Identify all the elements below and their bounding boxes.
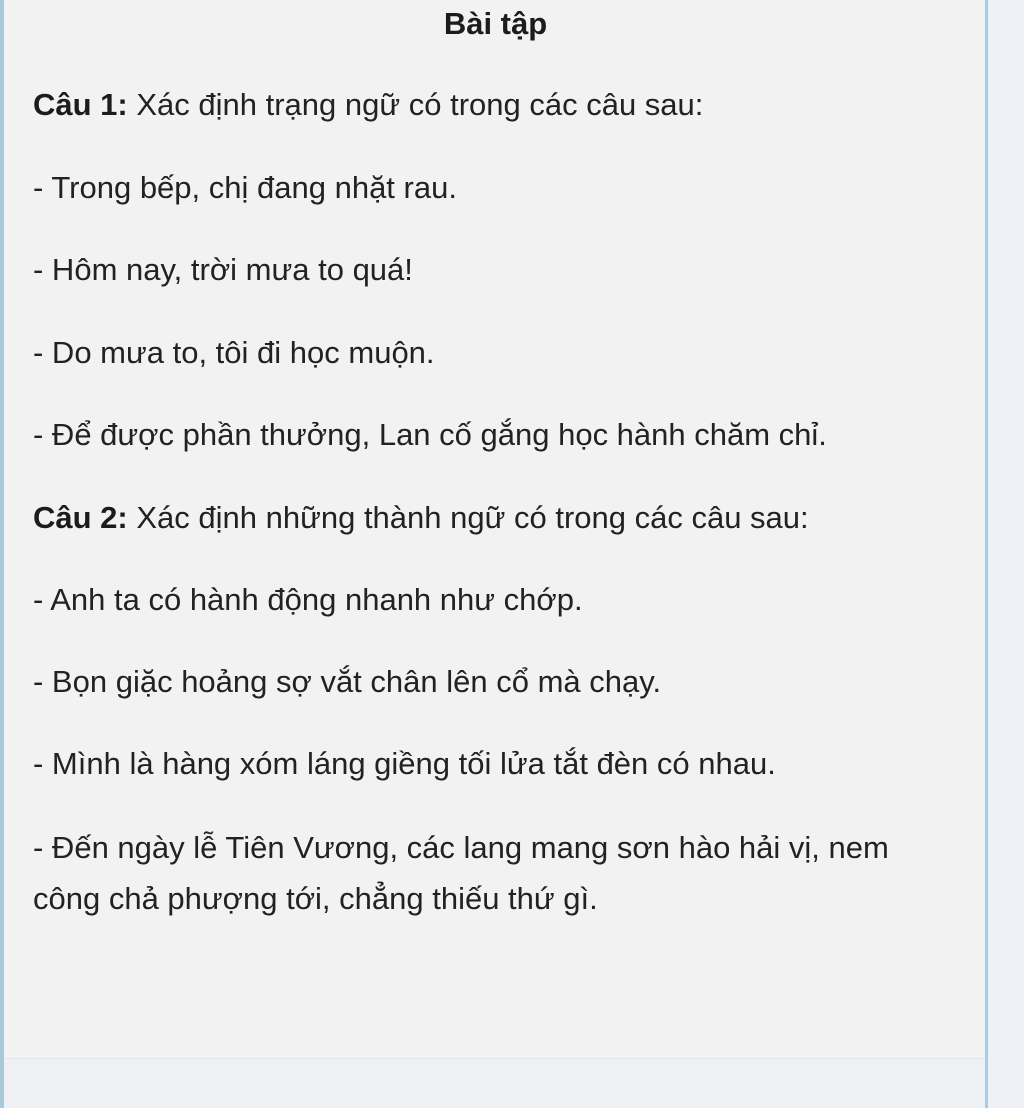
question-1-item-2: - Hôm nay, trời mưa to quá!: [33, 252, 413, 287]
question-1-label: Câu 1:: [33, 87, 128, 122]
left-border: [0, 0, 4, 1108]
question-1-item-1: - Trong bếp, chị đang nhặt rau.: [33, 170, 457, 205]
question-2-item-1: - Anh ta có hành động nhanh như chớp.: [33, 582, 583, 617]
question-1-item-3: - Do mưa to, tôi đi học muộn.: [33, 335, 435, 370]
question-2: [33, 498, 809, 538]
content-panel: [5, 0, 985, 1108]
question-2-prompt: Xác định những thành ngữ có trong các câu sau:: [127, 500, 809, 535]
question-1-item-4: - Để được phần thưởng, Lan cố gắng học hành chăm chỉ.: [33, 417, 827, 452]
question-2-label: Câu 2:: [33, 500, 128, 535]
question-1-prompt: Xác định trạng ngữ có trong các câu sau:: [127, 87, 704, 122]
question-2-item-4: - Đến ngày lễ Tiên Vương, các lang mang sơn hào hải vị, nem công chả phượng tới, chẳng thiếu thứ gì.: [33, 830, 889, 916]
right-gutter: [988, 0, 1024, 1108]
exercise-title: Bài tập: [443, 6, 548, 41]
question-1: [33, 85, 703, 125]
question-2-item-3: - Mình là hàng xóm láng giềng tối lửa tắt đèn có nhau.: [33, 746, 776, 781]
panel-footer: [5, 1058, 985, 1108]
question-2-item-2: - Bọn giặc hoảng sợ vắt chân lên cổ mà chạy.: [33, 664, 662, 699]
